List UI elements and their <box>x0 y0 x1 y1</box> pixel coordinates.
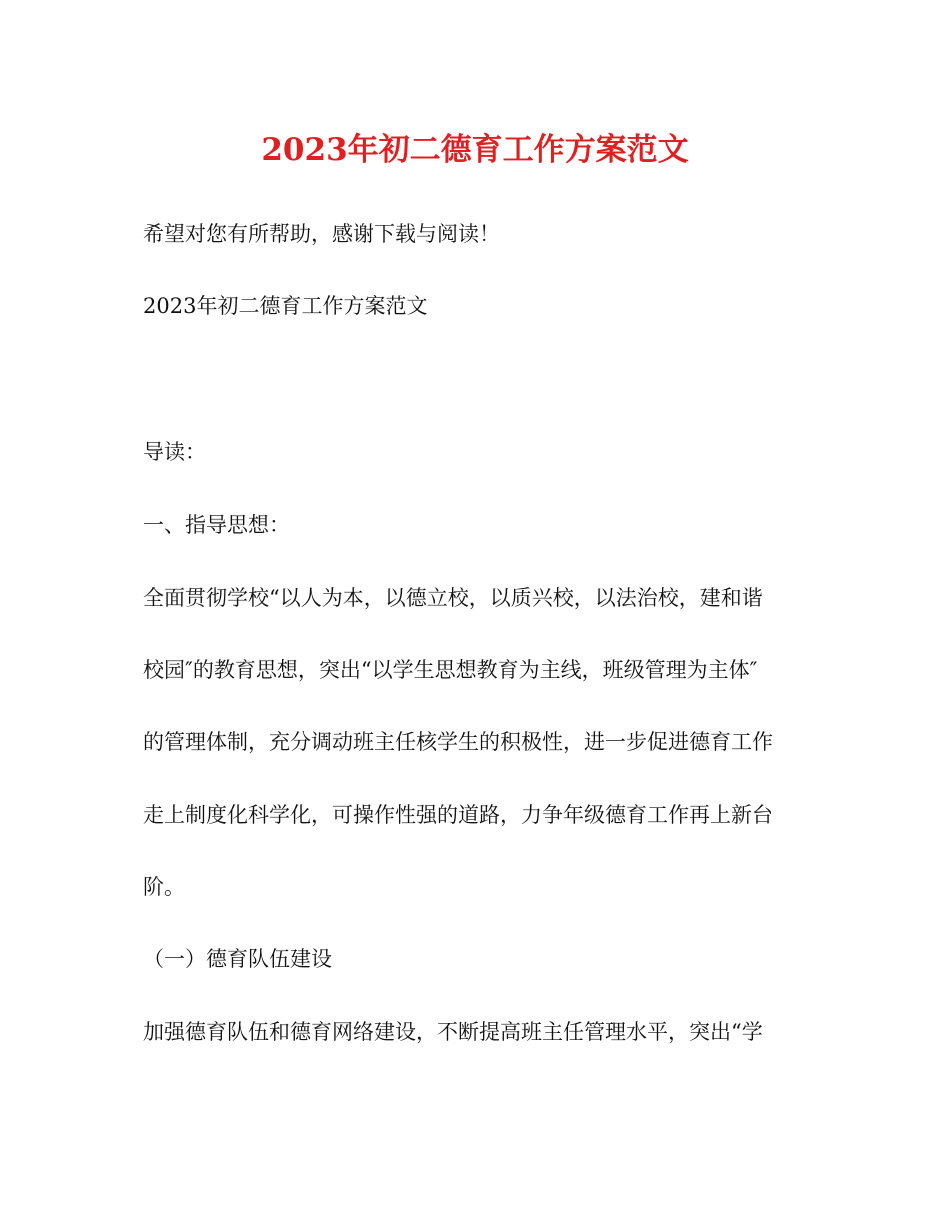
paragraph-line: 走上制度化科学化，可操作性强的道路，力争年级德育工作再上新台 <box>143 803 773 827</box>
document-title: 2023年初二德育工作方案范文 <box>261 132 689 168</box>
subsection-heading-moral-team: （一）德育队伍建设 <box>143 947 332 971</box>
paragraph-line: 全面贯彻学校“以人为本，以德立校，以质兴校，以法治校，建和谐 <box>143 586 763 610</box>
paragraph-line: 的管理体制，充分调动班主任核学生的积极性，进一步促进德育工作 <box>143 730 773 754</box>
greeting-line: 希望对您有所帮助，感谢下载与阅读！ <box>143 222 500 246</box>
paragraph-line: 阶。 <box>143 875 185 899</box>
paragraph-line: 加强德育队伍和德育网络建设，不断提高班主任管理水平，突出“学 <box>143 1020 763 1044</box>
paragraph-line: 校园″的教育思想，突出“以学生思想教育为主线，班级管理为主体″ <box>143 658 758 682</box>
subtitle-line: 2023年初二德育工作方案范文 <box>143 294 428 318</box>
section-heading-guiding-ideology: 一、指导思想： <box>143 513 290 537</box>
intro-label: 导读： <box>143 440 206 464</box>
